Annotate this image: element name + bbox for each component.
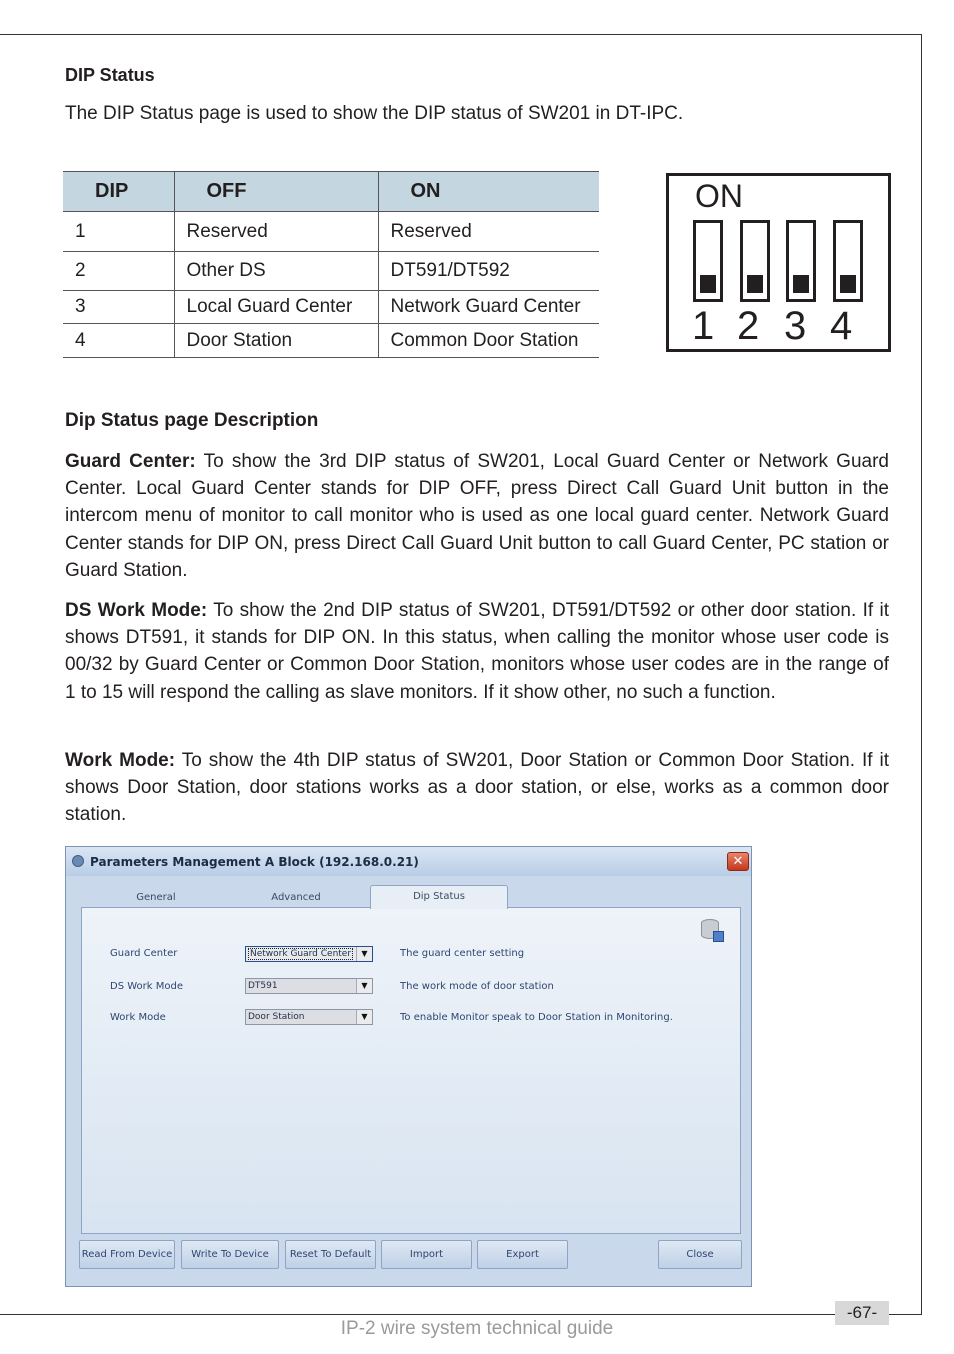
lock-shape [713, 931, 724, 942]
read-from-device-button[interactable]: Read From Device [79, 1240, 175, 1269]
work-mode-paragraph [65, 747, 889, 829]
dip-switch-diagram [666, 173, 891, 352]
work-mode-label: Work Mode: [65, 750, 176, 771]
chevron-down-icon[interactable]: ▼ [356, 1010, 372, 1024]
tab-general[interactable]: General [136, 892, 176, 903]
dip-table [63, 171, 599, 358]
section-intro: The DIP Status page is used to show the DIP status of SW201 in DT-IPC. [65, 103, 684, 124]
dialog-title-bar [66, 847, 751, 876]
header-off: OFF [174, 172, 378, 212]
parameters-dialog [65, 846, 752, 1287]
ds-work-mode-value: DT591 [248, 981, 278, 991]
ds-work-mode-text: To show the 2nd DIP status of SW201, DT591/DT592 or other door station. If it shows DT591, it stands for DIP ON. In this status, when calling the monitor whose user code is 00/32 by Guard Center or Common Door Station, monitors whose user codes are in the range of 1 to 15 will respond the calling as slave monitors. If it show other, no such a function. [65, 600, 889, 703]
write-to-device-button[interactable]: Write To Device [181, 1240, 279, 1269]
page-number: -67- [835, 1301, 889, 1325]
dip-status-panel [81, 907, 741, 1234]
ds-work-mode-paragraph [65, 597, 889, 706]
page-frame-bottom [0, 1314, 922, 1315]
header-dip: DIP [63, 172, 174, 212]
cell-on: Common Door Station [378, 324, 599, 358]
dip-switch-number: 3 [784, 304, 807, 348]
table-row [63, 291, 599, 324]
switch-knob [793, 275, 809, 293]
dip-switch-4 [833, 220, 863, 302]
close-icon[interactable]: ✕ [727, 852, 749, 871]
work-mode-field-label: Work Mode [110, 1012, 166, 1023]
guard-center-text: To show the 3rd DIP status of SW201, Local Guard Center or Network Guard Center. Local Guard Center stands for DIP OFF, press Direct Call Guard Unit button in the intercom menu of monitor to call monitor who is used as one local guard center. Network Guard Center stands for DIP ON, press Direct Call Guard Unit button to call Guard Center, PC station or Guard Station. [65, 451, 889, 581]
dialog-title: Parameters Management A Block (192.168.0.21) [90, 855, 419, 869]
work-mode-hint: To enable Monitor speak to Door Station in Monitoring. [400, 1012, 673, 1023]
table-row [63, 324, 599, 358]
cell-on: DT591/DT592 [378, 252, 599, 291]
dip-switch-2 [740, 220, 770, 302]
reset-to-default-button[interactable]: Reset To Default [285, 1240, 376, 1269]
guard-center-select[interactable] [245, 946, 373, 962]
close-button[interactable]: Close [658, 1240, 742, 1269]
switch-knob [747, 275, 763, 293]
dip-switch-3 [786, 220, 816, 302]
export-button[interactable]: Export [477, 1240, 568, 1269]
cell-on: Reserved [378, 212, 599, 252]
dip-switch-number: 4 [830, 304, 853, 348]
tab-advanced[interactable]: Advanced [271, 892, 321, 903]
ds-work-mode-hint: The work mode of door station [400, 981, 554, 992]
cell-off: Reserved [174, 212, 378, 252]
cell-on: Network Guard Center [378, 291, 599, 324]
guard-center-field-label: Guard Center [110, 948, 178, 959]
ds-work-mode-label: DS Work Mode: [65, 600, 208, 621]
work-mode-text: To show the 4th DIP status of SW201, Door Station or Common Door Station. If it shows Door Station, door stations works as a door station, or else, works as a common door station. [65, 750, 890, 826]
cell-dip: 1 [63, 212, 174, 252]
guard-center-paragraph [65, 448, 889, 584]
work-mode-value: Door Station [248, 1012, 305, 1022]
table-row [63, 212, 599, 252]
ds-work-mode-field-label: DS Work Mode [110, 981, 183, 992]
guard-center-label: Guard Center: [65, 451, 196, 472]
ds-work-mode-select[interactable] [245, 978, 373, 994]
dip-switch-on-label: ON [695, 178, 743, 214]
switch-knob [700, 275, 716, 293]
work-mode-select[interactable] [245, 1009, 373, 1025]
cell-dip: 2 [63, 252, 174, 291]
section-title: DIP Status [65, 65, 155, 85]
cell-off: Other DS [174, 252, 378, 291]
chevron-down-icon[interactable]: ▼ [356, 979, 372, 993]
description-title: Dip Status page Description [65, 410, 319, 431]
cell-dip: 4 [63, 324, 174, 358]
dip-switch-1 [693, 220, 723, 302]
database-lock-icon [701, 919, 723, 943]
dip-switch-number: 1 [692, 304, 715, 348]
guard-center-hint: The guard center setting [400, 948, 525, 959]
cell-dip: 3 [63, 291, 174, 324]
table-row [63, 252, 599, 291]
page-frame-right [921, 34, 922, 1315]
import-button[interactable]: Import [381, 1240, 472, 1269]
page-frame-top [0, 34, 922, 35]
chevron-down-icon[interactable]: ▼ [356, 947, 372, 961]
app-icon [72, 855, 84, 867]
tab-dip-status[interactable]: Dip Status [370, 885, 508, 909]
table-header-row [63, 172, 599, 212]
cell-off: Local Guard Center [174, 291, 378, 324]
footer-text: IP-2 wire system technical guide [340, 1318, 614, 1339]
guard-center-value: Network Guard Center [250, 949, 352, 959]
dip-switch-number: 2 [737, 304, 760, 348]
switch-knob [840, 275, 856, 293]
cell-off: Door Station [174, 324, 378, 358]
header-on: ON [378, 172, 599, 212]
